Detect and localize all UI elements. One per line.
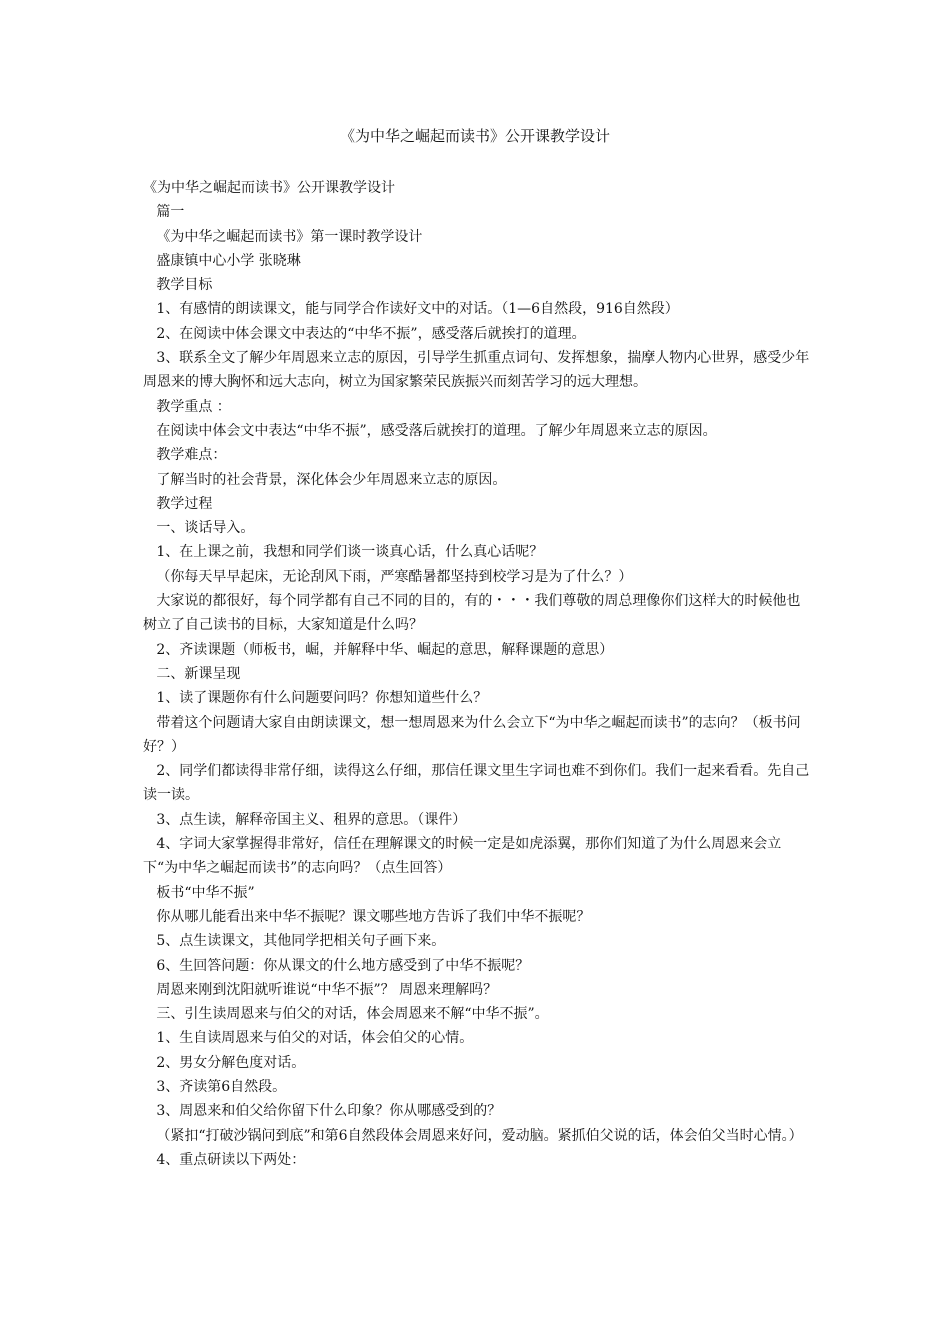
paragraph: 2、在阅读中体会课文中表达的“中华不振”，感受落后就挨打的道理。 [143,325,586,342]
paragraph: （你每天早早起床，无论刮风下雨，严寒酷暑都坚持到校学习是为了什么？） [143,568,633,585]
document-title: 《为中华之崛起而读书》公开课教学设计 [339,127,610,145]
paragraph: 2、同学们都读得非常仔细，读得这么仔细，那信任课文里生字词也难不到你们。我们一起来看看。先自己读一读。 [143,763,810,804]
paragraph: 二、新课呈现 [143,665,241,682]
paragraph: 1、有感情的朗读课文，能与同学合作读好文中的对话。（1—6自然段，916自然段） [143,301,679,318]
paragraph: 3、联系全文了解少年周恩来立志的原因，引导学生抓重点词句、发挥想象，揣摩人物内心世界，感受少年周恩来的博大胸怀和远大志向，树立为国家繁荣民族振兴而刻苦学习的远大理想。 [143,350,810,391]
paragraph: 盛康镇中心小学 张晓琳 [143,252,301,269]
paragraph: 4、重点研读以下两处： [143,1151,306,1168]
paragraph: 你从哪儿能看出来中华不振呢？课文哪些地方告诉了我们中华不振呢？ [143,908,591,925]
paragraph: 周恩来刚到沈阳就听谁说“中华不振”？ 周恩来理解吗？ [143,981,498,998]
paragraph: 1、生自读周恩来与伯父的对话，体会伯父的心情。 [143,1030,474,1047]
paragraph: 《为中华之崛起而读书》公开课教学设计 [143,180,395,196]
paragraph: 3、周恩来和伯父给你留下什么印象？你从哪感受到的？ [143,1103,502,1120]
paragraph: 2、齐读课题（师板书，崛，并解释中华、崛起的意思，解释课题的意思） [143,641,614,658]
paragraph: （紧扣“打破沙锅问到底”和第6自然段体会周恩来好问，爱动脑。紧抓伯父说的话，体会伯父当时心情。） [143,1127,803,1144]
paragraph: 5、点生读课文，其他同学把相关句子画下来。 [143,933,446,950]
paragraph: 板书“中华不振” [143,884,255,901]
paragraph: 大家说的都很好，每个同学都有自己不同的目的，有的・・・我们尊敬的周总理像你们这样大的时候他也树立了自己读书的目标，大家知道是什么吗？ [143,593,801,634]
paragraph: 1、读了课题你有什么问题要问吗？你想知道些什么？ [143,690,488,707]
paragraph: 6、生回答问题：你从课文的什么地方感受到了中华不振呢？ [143,957,530,974]
paragraph: 了解当时的社会背景，深化体会少年周恩来立志的原因。 [143,471,507,488]
paragraph: 一、谈话导入。 [143,520,255,537]
paragraph: 1、在上课之前，我想和同学们谈一谈真心话，什么真心话呢？ [143,544,544,561]
paragraph: 《为中华之崛起而读书》第一课时教学设计 [143,228,423,245]
document-body [143,176,813,1172]
paragraph: 3、点生读，解释帝国主义、租界的意思。（课件） [143,811,467,828]
paragraph: 在阅读中体会文中表达“中华不振”，感受落后就挨打的道理。了解少年周恩来立志的原因。 [143,422,717,439]
paragraph: 教学重点 ： [143,398,231,415]
paragraph: 3、齐读第6自然段。 [143,1078,287,1095]
paragraph: 篇一 [143,204,185,221]
paragraph: 三、引生读周恩来与伯父的对话，体会周恩来不解“中华不振”。 [143,1006,549,1023]
paragraph: 教学难点： [143,447,227,464]
paragraph: 带着这个问题请大家自由朗读课文，想一想周恩来为什么会立下“为中华之崛起而读书”的志向？（板书问好？） [143,714,801,755]
paragraph: 教学过程 [143,495,213,512]
paragraph: 4、字词大家掌握得非常好，信任在理解课文的时候一定是如虎添翼，那你们知道了为什么周恩来会立下“为中华之崛起而读书”的志向吗？（点生回答） [143,836,782,877]
paragraph: 教学目标 [143,277,213,294]
paragraph: 2、男女分解色度对话。 [143,1054,306,1071]
